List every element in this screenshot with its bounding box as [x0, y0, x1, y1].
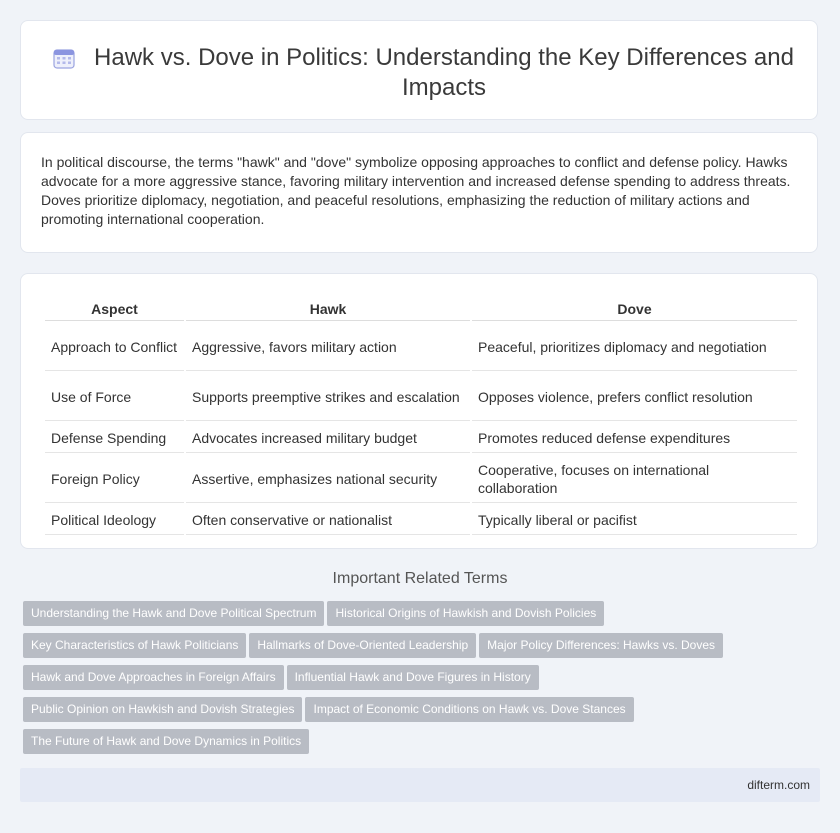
- table-cell: Approach to Conflict: [45, 323, 184, 371]
- column-header: Hawk: [186, 298, 470, 321]
- column-header: Aspect: [45, 298, 184, 321]
- related-term-tag[interactable]: Public Opinion on Hawkish and Dovish Strategies: [23, 697, 302, 722]
- table-row: [45, 505, 797, 535]
- table-header-row: [45, 298, 797, 321]
- table-cell: Foreign Policy: [45, 455, 184, 503]
- table-row: [45, 323, 797, 371]
- table-cell: Assertive, emphasizes national security: [186, 455, 470, 503]
- footer: [20, 768, 820, 802]
- intro-paragraph: In political discourse, the terms "hawk" and "dove" symbolize opposing approaches to conflict and defense policy. Hawks advocate for a more aggressive stance, favoring military intervention and increased defense spending to address threats. Doves prioritize diplomacy, negotiation, and peaceful resolutions, emphasizing the reduction of military actions and promoting international cooperation.: [41, 154, 791, 227]
- header-card: [20, 20, 818, 120]
- related-terms-list: [23, 601, 803, 761]
- table-cell: Often conservative or nationalist: [186, 505, 470, 535]
- table-cell: Typically liberal or pacifist: [472, 505, 797, 535]
- table-row: [45, 455, 797, 503]
- related-term-tag[interactable]: The Future of Hawk and Dove Dynamics in Politics: [23, 729, 309, 754]
- related-term-tag[interactable]: Hallmarks of Dove-Oriented Leadership: [249, 633, 476, 658]
- table-cell: Defense Spending: [45, 423, 184, 453]
- table-row: [45, 373, 797, 421]
- table-cell: Aggressive, favors military action: [186, 323, 470, 371]
- comparison-card: [20, 273, 818, 549]
- related-terms-heading: Important Related Terms: [332, 570, 508, 587]
- related-term-tag[interactable]: Impact of Economic Conditions on Hawk vs. Dove Stances: [305, 697, 633, 722]
- table-cell: Political Ideology: [45, 505, 184, 535]
- intro-card: [20, 132, 818, 253]
- table-cell: Promotes reduced defense expenditures: [472, 423, 797, 453]
- column-header: Dove: [472, 298, 797, 321]
- related-term-tag[interactable]: Hawk and Dove Approaches in Foreign Affairs: [23, 665, 284, 690]
- table-cell: Cooperative, focuses on international collaboration: [472, 455, 797, 503]
- table-cell: Supports preemptive strikes and escalation: [186, 373, 470, 421]
- site-name[interactable]: difterm.com: [747, 778, 810, 792]
- table-cell: Use of Force: [45, 373, 184, 421]
- related-term-tag[interactable]: Key Characteristics of Hawk Politicians: [23, 633, 246, 658]
- table-row: [45, 423, 797, 453]
- related-term-tag[interactable]: Influential Hawk and Dove Figures in History: [287, 665, 539, 690]
- comparison-table: [43, 296, 799, 537]
- related-term-tag[interactable]: Major Policy Differences: Hawks vs. Doves: [479, 633, 723, 658]
- table-cell: Advocates increased military budget: [186, 423, 470, 453]
- related-term-tag[interactable]: Historical Origins of Hawkish and Dovish Policies: [327, 601, 604, 626]
- page-title: Hawk vs. Dove in Politics: Understanding the Key Differences and Impacts: [94, 44, 794, 101]
- table-cell: Peaceful, prioritizes diplomacy and negotiation: [472, 323, 797, 371]
- table-cell: Opposes violence, prefers conflict resolution: [472, 373, 797, 421]
- calendar-icon: [52, 46, 76, 70]
- related-term-tag[interactable]: Understanding the Hawk and Dove Political Spectrum: [23, 601, 324, 626]
